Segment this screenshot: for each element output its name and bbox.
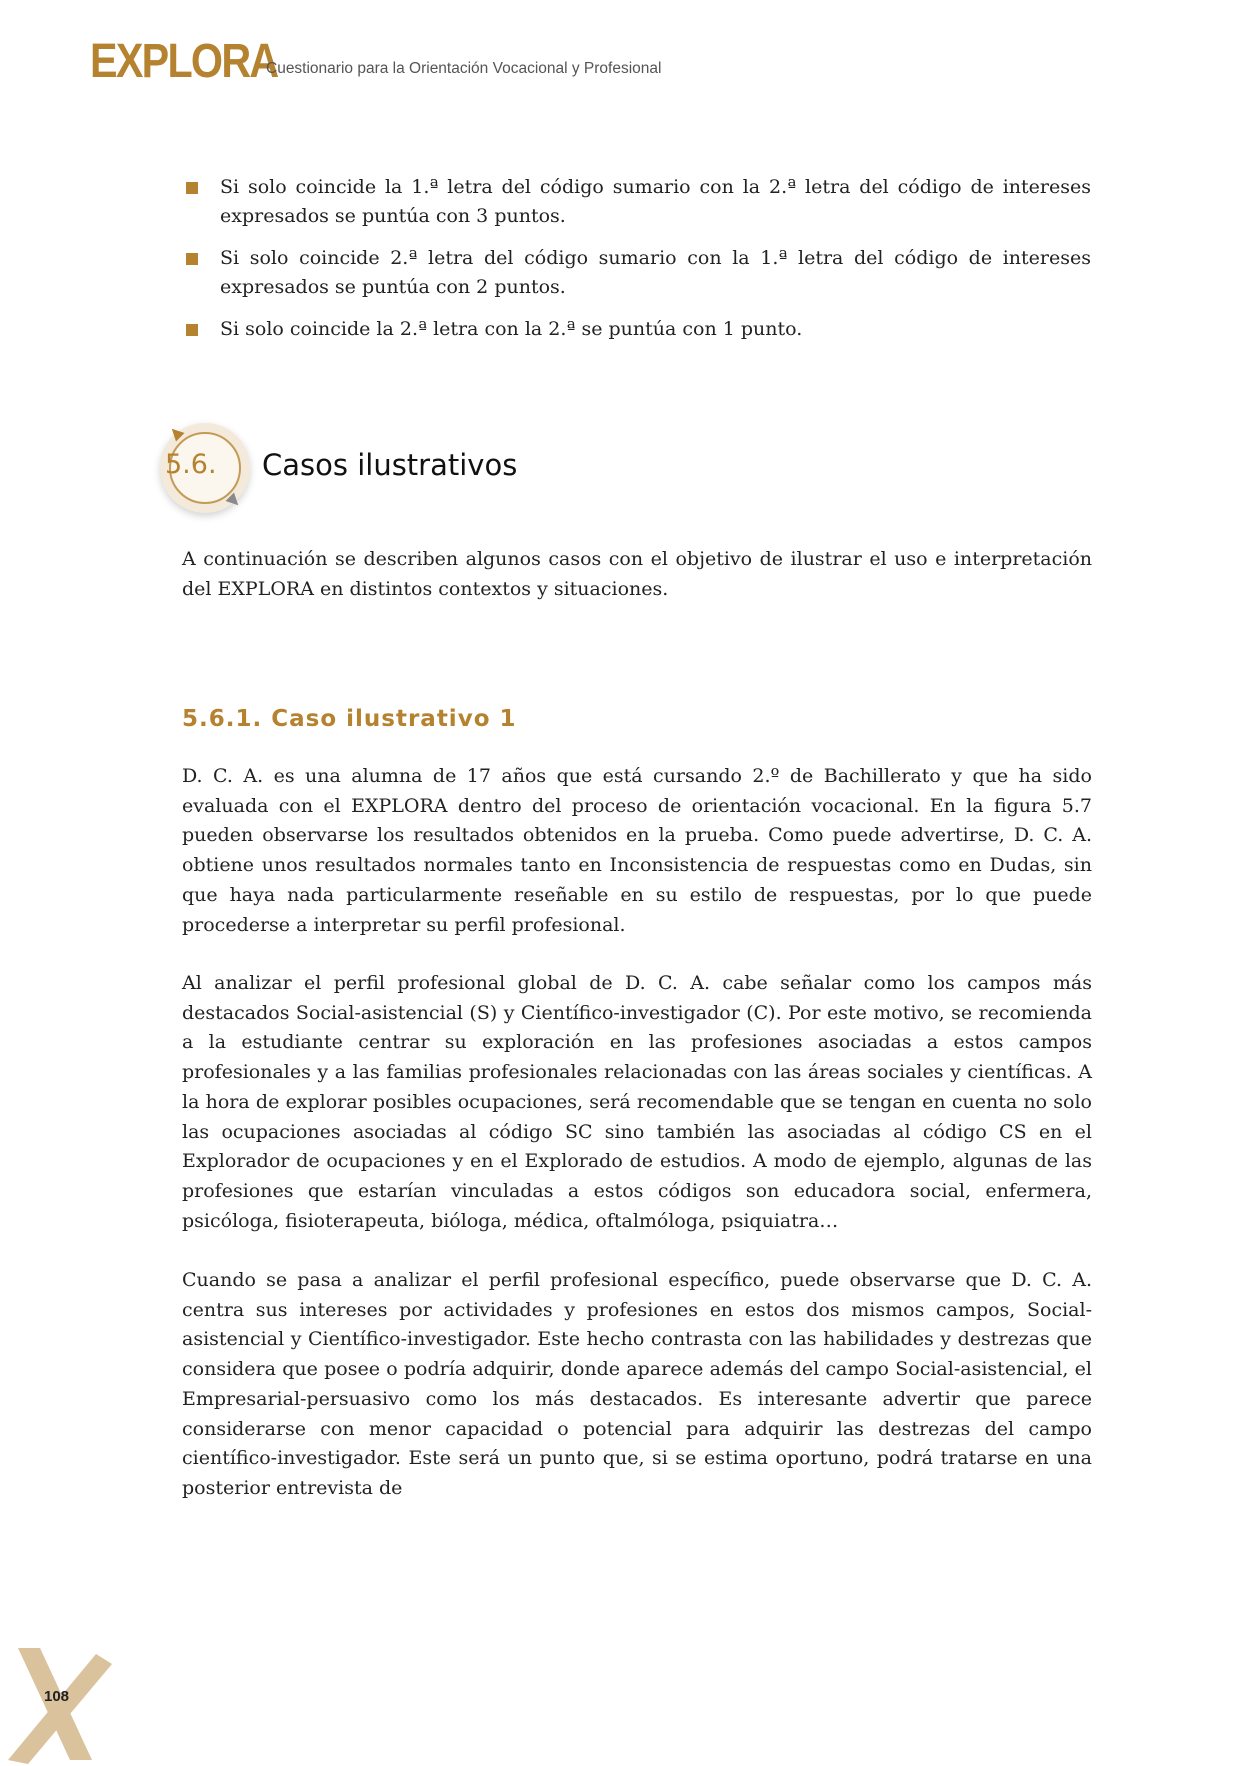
bullet-list (186, 173, 1091, 357)
bullet-text: Si solo coincide la 1.ª letra del código sumario con la 2.ª letra del código de intereses expresados se puntúa con 3 puntos. (220, 176, 1091, 227)
bullet-text: Si solo coincide 2.ª letra del código sumario con la 1.ª letra del código de intereses expresados se puntúa con 2 puntos. (220, 247, 1091, 298)
section-number: 5.6. (165, 449, 217, 480)
bullet-text: Si solo coincide la 2.ª letra con la 2.ª se puntúa con 1 punto. (220, 318, 803, 340)
explora-logo: EXPLORA (90, 35, 278, 88)
page-number: 108 (44, 1688, 70, 1705)
square-bullet-icon (186, 182, 198, 194)
section-compass-badge (160, 423, 250, 513)
square-bullet-icon (186, 253, 198, 265)
list-item (186, 244, 1091, 302)
body-paragraph: Al analizar el perfil profesional global de D. C. A. cabe señalar como los campos más destacados Social-asistencial (S) y Científico-investigador (C). Por este motivo, se recomienda a la estudiante centrar su exploración en las profesiones asociadas a estos campos profesionales y a las familias profesionales relacionadas con las áreas sociales y científicas. A la hora de explorar posibles ocupaciones, será recomendable que se tengan en cuenta no solo las ocupaciones asociadas al código SC sino también las asociadas al código CS en el Explorador de ocupaciones y en el Explorado de estudios. A modo de ejemplo, algunas de las profesiones que estarían vinculadas a estos códigos son educadora social, enfermera, psicóloga, fisioterapeuta, bióloga, médica, oftalmóloga, psiquiatra… (182, 972, 1092, 1232)
subsection-title: 5.6.1. Caso ilustrativo 1 (182, 706, 517, 732)
body-paragraph: Cuando se pasa a analizar el perfil profesional específico, puede observarse que D. C. A. centra sus intereses por actividades y profesiones en estos dos mismos campos, Social-asistencial y Científico-investigador. Este hecho contrasta con las habilidades y destrezas que considera que posee o podría adquirir, donde aparece además del campo Social-asistencial, el Empresarial-persuasivo como los más destacados. Es interesante advertir que parece considerarse con menor capacidad o potencial para adquirir las destrezas del campo científico-investigador. Este será un punto que, si se estima oportuno, podrá tratarse en una posterior entrevista de (182, 1269, 1092, 1499)
list-item (186, 173, 1091, 231)
header-subtitle: Cuestionario para la Orientación Vocacional y Profesional (266, 60, 662, 77)
section-title: Casos ilustrativos (262, 448, 518, 482)
square-bullet-icon (186, 324, 198, 336)
section-intro: A continuación se describen algunos casos con el objetivo de ilustrar el uso e interpretación del EXPLORA en distintos contextos y situaciones. (182, 548, 1092, 600)
list-item (186, 315, 1091, 344)
body-paragraph: D. C. A. es una alumna de 17 años que está cursando 2.º de Bachillerato y que ha sido evaluada con el EXPLORA dentro del proceso de orientación vocacional. En la figura 5.7 pueden observarse los resultados obtenidos en la prueba. Como puede advertirse, D. C. A. obtiene unos resultados normales tanto en Inconsistencia de respuestas como en Dudas, sin que haya nada particularmente reseñable en su estilo de respuestas, por lo que puede procederse a interpretar su perfil profesional. (182, 765, 1092, 936)
